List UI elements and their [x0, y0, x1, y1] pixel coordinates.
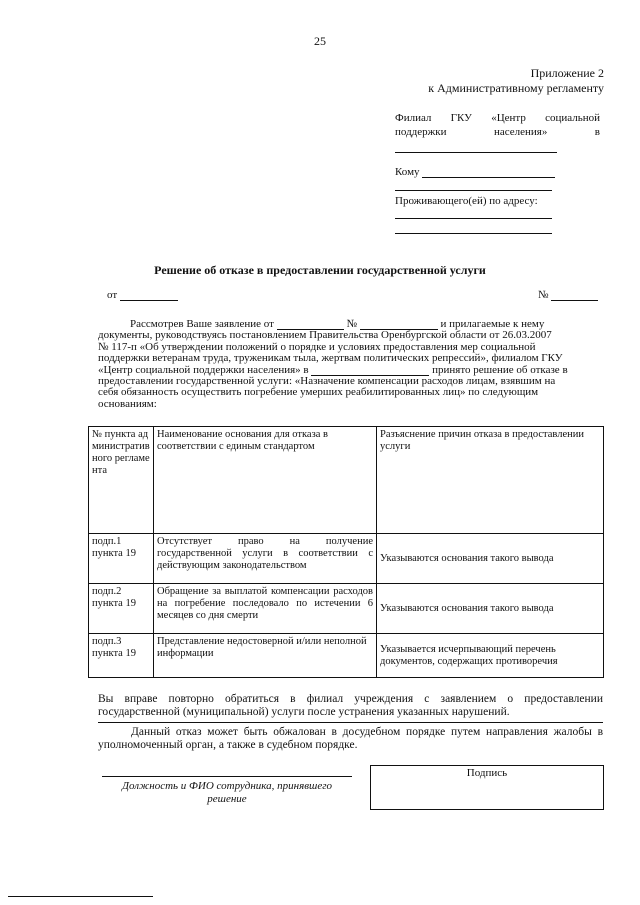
paragraph-line-7: себя обязанность осуществить погребение умерших реабилитированных лиц» по следующим: [98, 387, 539, 399]
appendix-title: Приложение 2: [530, 66, 604, 80]
page-number: 25: [314, 34, 326, 48]
table-row: [89, 584, 604, 634]
address-line-filial: Филиал ГКУ «Центр социальной: [395, 112, 601, 124]
footnote-divider: [8, 896, 153, 897]
row-reason: Представление недостоверной и/или неполной информации: [154, 634, 377, 678]
paragraph-line-1: Рассмотрев Ваше заявление от № и прилагаемые к нему: [130, 319, 545, 330]
signature-line: [102, 776, 352, 777]
row-point: подп.1 пункта 19: [89, 534, 154, 584]
signature-box: [370, 765, 604, 810]
paragraph-line-8: основаниям:: [98, 398, 157, 410]
address-blank-line: [395, 152, 557, 153]
reapply-note: [98, 693, 603, 719]
appeal-line-1: Данный отказ может быть обжалован в досудебном порядке путем направления жалобы в: [131, 726, 603, 738]
row-explanation: Указывается исчерпывающий перечень документов, содержащих противоречия: [377, 634, 604, 678]
reapply-line-2: государственной (муниципальной) услуги после устранения указанных нарушений.: [98, 706, 510, 718]
header-reason: Наименование основания для отказа в соответствии с единым стандартом: [154, 427, 377, 534]
decision-date-field: [107, 289, 178, 301]
date-prefix: от: [107, 289, 118, 301]
refusal-grounds-table: [88, 426, 604, 678]
appeal-line-2: уполномоченный орган, а также в судебном порядке.: [98, 739, 358, 751]
signature-caption: Должность и ФИО сотрудника, принявшего решение: [122, 780, 332, 805]
row-reason: Обращение за выплатой компенсации расходов на погребение последовало по истечении 6 месяцев со дня смерти: [154, 584, 377, 634]
row-point: подп.3 пункта 19: [89, 634, 154, 678]
header-explanation: Разъяснение причин отказа в предоставлении услуги: [377, 427, 604, 534]
reapply-line-1: Вы вправе повторно обратиться в филиал учреждения с заявлением о предоставлении: [98, 693, 603, 705]
section-divider: [98, 722, 603, 723]
decision-number-field: [538, 289, 598, 301]
document-title: Решение об отказе в предоставлении государственной услуги: [154, 263, 486, 277]
recipient-label: Кому: [395, 166, 420, 178]
row-explanation: Указываются основания такого вывода: [377, 584, 604, 634]
appendix-subtitle: к Административному регламенту: [428, 81, 604, 95]
table-header-row: [89, 427, 604, 534]
signature-box-label: Подпись: [466, 767, 508, 779]
appeal-note: [98, 726, 603, 752]
header-point: № пункта административного регламента: [89, 427, 154, 534]
row-reason: Отсутствует право на получение государственной услуги в соответствии с действующим законодательством: [154, 534, 377, 584]
recipient-field: [395, 166, 555, 178]
recipient-blank-line: [395, 190, 552, 191]
row-explanation: Указываются основания такого вывода: [377, 534, 604, 584]
paragraph-line-5: «Центр социальной поддержки населения» в принято решение об отказе в: [98, 364, 568, 376]
residing-label: Проживающего(ей) по адресу:: [395, 195, 538, 207]
paragraph-line-2: документы, руководствуясь постановлением Правительства Оренбургской области от 26.03.2007: [98, 330, 552, 342]
paragraph-line-6: предоставлении государственной услуги: «Назначение компенсации расходов лицам, взявшим на: [98, 376, 556, 388]
appendix-header: [428, 66, 604, 96]
address-line-support: поддержки населения» в: [395, 126, 600, 138]
address-block: [395, 111, 600, 139]
main-paragraph: [98, 319, 603, 410]
paragraph-line-3: № 117-п «Об утверждении положений о порядке и условиях предоставления мер социальной: [98, 341, 536, 353]
paragraph-line-4: поддержки ветеранам труда, труженикам тыла, жертвам политических репрессий», филиалом ГКУ: [98, 353, 563, 365]
table-row: [89, 534, 604, 584]
row-point: подп.2 пункта 19: [89, 584, 154, 634]
address-line-1: [395, 218, 552, 219]
number-symbol: №: [538, 289, 549, 301]
address-line-2: [395, 233, 552, 234]
table-row: [89, 634, 604, 678]
